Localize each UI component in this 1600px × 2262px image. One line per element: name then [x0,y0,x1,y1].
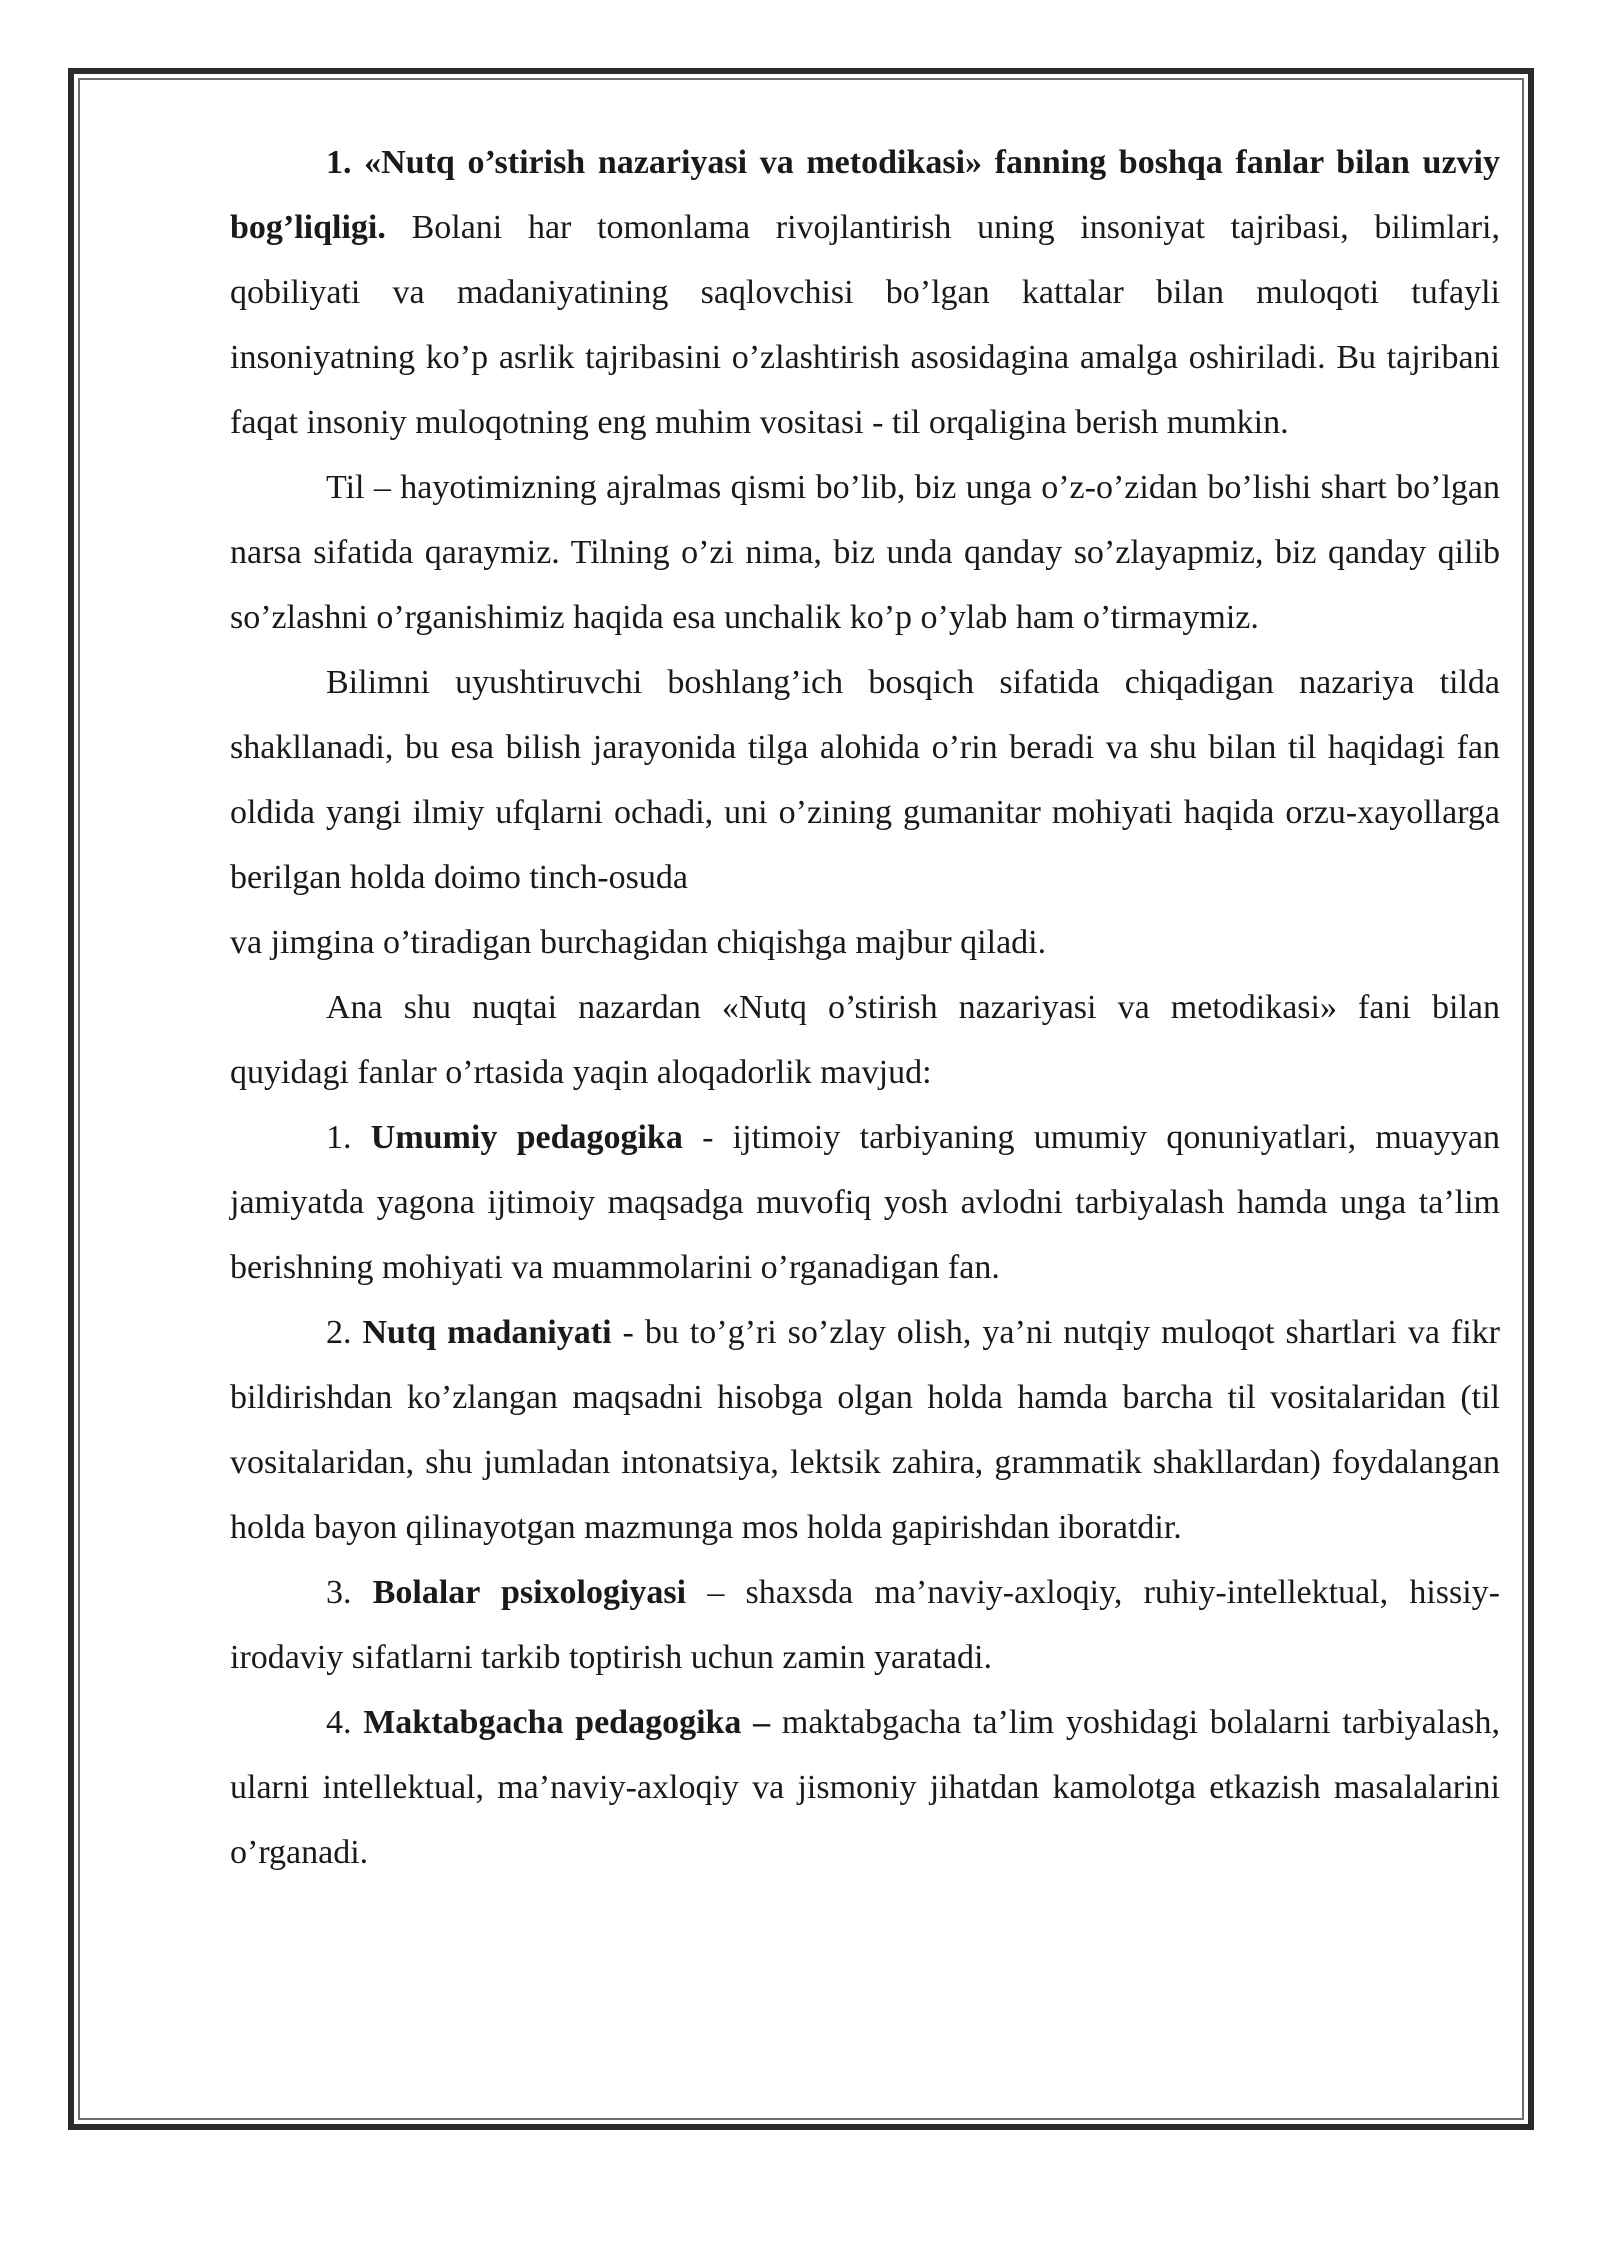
section-1-body: Bolani har tomonlama rivojlantirish uning insoniyat tajribasi, bilimlari, qobiliyati va madaniyatining saqlovchisi bo’lgan kattalar bilan muloqoti tufayli insoniyatning ko’p asrlik tajribasini o’zlashtirish asosidagina amalga oshiriladi. Bu tajribani faqat insoniy muloqotning eng muhim vositasi - til orqaligina berish mumkin. [230,209,1500,441]
list-item-4 [230,1690,1500,1885]
list-item-3 [230,1560,1500,1690]
document-body [230,130,1500,1885]
list-item-2 [230,1300,1500,1560]
paragraph-til: Til – hayotimizning ajralmas qismi bo’lib, biz unga o’z-o’zidan bo’lishi shart bo’lgan narsa sifatida qaraymiz. Tilning o’zi nima, biz unda qanday so’zlayapmiz, biz qanday qilib so’zlashni o’rganishimiz haqida esa unchalik ko’p o’ylab ham o’tirmaymiz. [230,469,1500,636]
paragraph-ana-shu: Ana shu nuqtai nazardan «Nutq o’stirish nazariyasi va metodikasi» fani bilan quyidagi fanlar o’rtasida yaqin aloqadorlik mavjud: [230,989,1500,1091]
list-item-number: 2. [326,1314,352,1351]
paragraph-bilim-continuation: va jimgina o’tiradigan burchagidan chiqishga majbur qiladi. [230,924,1047,961]
paragraph-bilim-part1: Bilimni uyushtiruvchi boshlang’ich bosqich sifatida chiqadigan nazariya tilda shakllanadi, bu esa bilish jarayonida tilga alohida o’rin beradi va shu bilan til haqidagi fan oldida yangi ilmiy ufqlarni ochadi, uni o’zining gumanitar mohiyati haqida orzu-xayollarga berilgan holda doimo tinch-osuda [230,664,1500,896]
list-item-number: 4. [326,1704,352,1741]
list-item-term: Maktabgacha pedagogika – [363,1704,771,1741]
list-item-number: 3. [326,1574,352,1611]
list-item-text: - ijtimoiy tarbiyaning umumiy qonuniyatlari, muayyan jamiyatda yagona ijtimoiy maqsadga muvofiq yosh avlodni tarbiyalash hamda unga ta’lim berishning mohiyati va muammolarini o’rganadigan fan. [230,1119,1500,1286]
list-item-1 [230,1105,1500,1300]
section-1-heading: 1. «Nutq o’stirish nazariyasi va metodikasi» fanning boshqa fanlar bilan uzviy bog’liqligi. [230,144,1500,246]
list-item-term: Umumiy pedagogika [370,1119,683,1156]
list-item-text: maktabgacha ta’lim yoshidagi bolalarni tarbiyalash, ularni intellektual, ma’naviy-axloqiy va jismoniy jihatdan kamolotga etkazish masalalarini o’rganadi. [230,1704,1500,1871]
list-item-text: – shaxsda ma’naviy-axloqiy, ruhiy-intellektual, hissiy-irodaviy sifatlarni tarkib toptirish uchun zamin yaratadi. [230,1574,1500,1676]
list-item-number: 1. [326,1119,352,1156]
paragraph-bilim [230,650,1500,910]
list-item-term: Nutq madaniyati [362,1314,612,1351]
paragraph-section-1 [230,130,1500,455]
list-item-term: Bolalar psixologiyasi [372,1574,687,1611]
list-item-text: - bu to’g’ri so’zlay olish, ya’ni nutqiy muloqot shartlari va fikr bildirishdan ko’zlangan maqsadni hisobga olgan holda hamda barcha til vositalaridan (til vositalaridan, shu jumladan intonatsiya, lektsik zahira, grammatik shakllardan) foydalangan holda bayon qilinayotgan mazmunga mos holda gapirishdan iboratdir. [230,1314,1501,1546]
